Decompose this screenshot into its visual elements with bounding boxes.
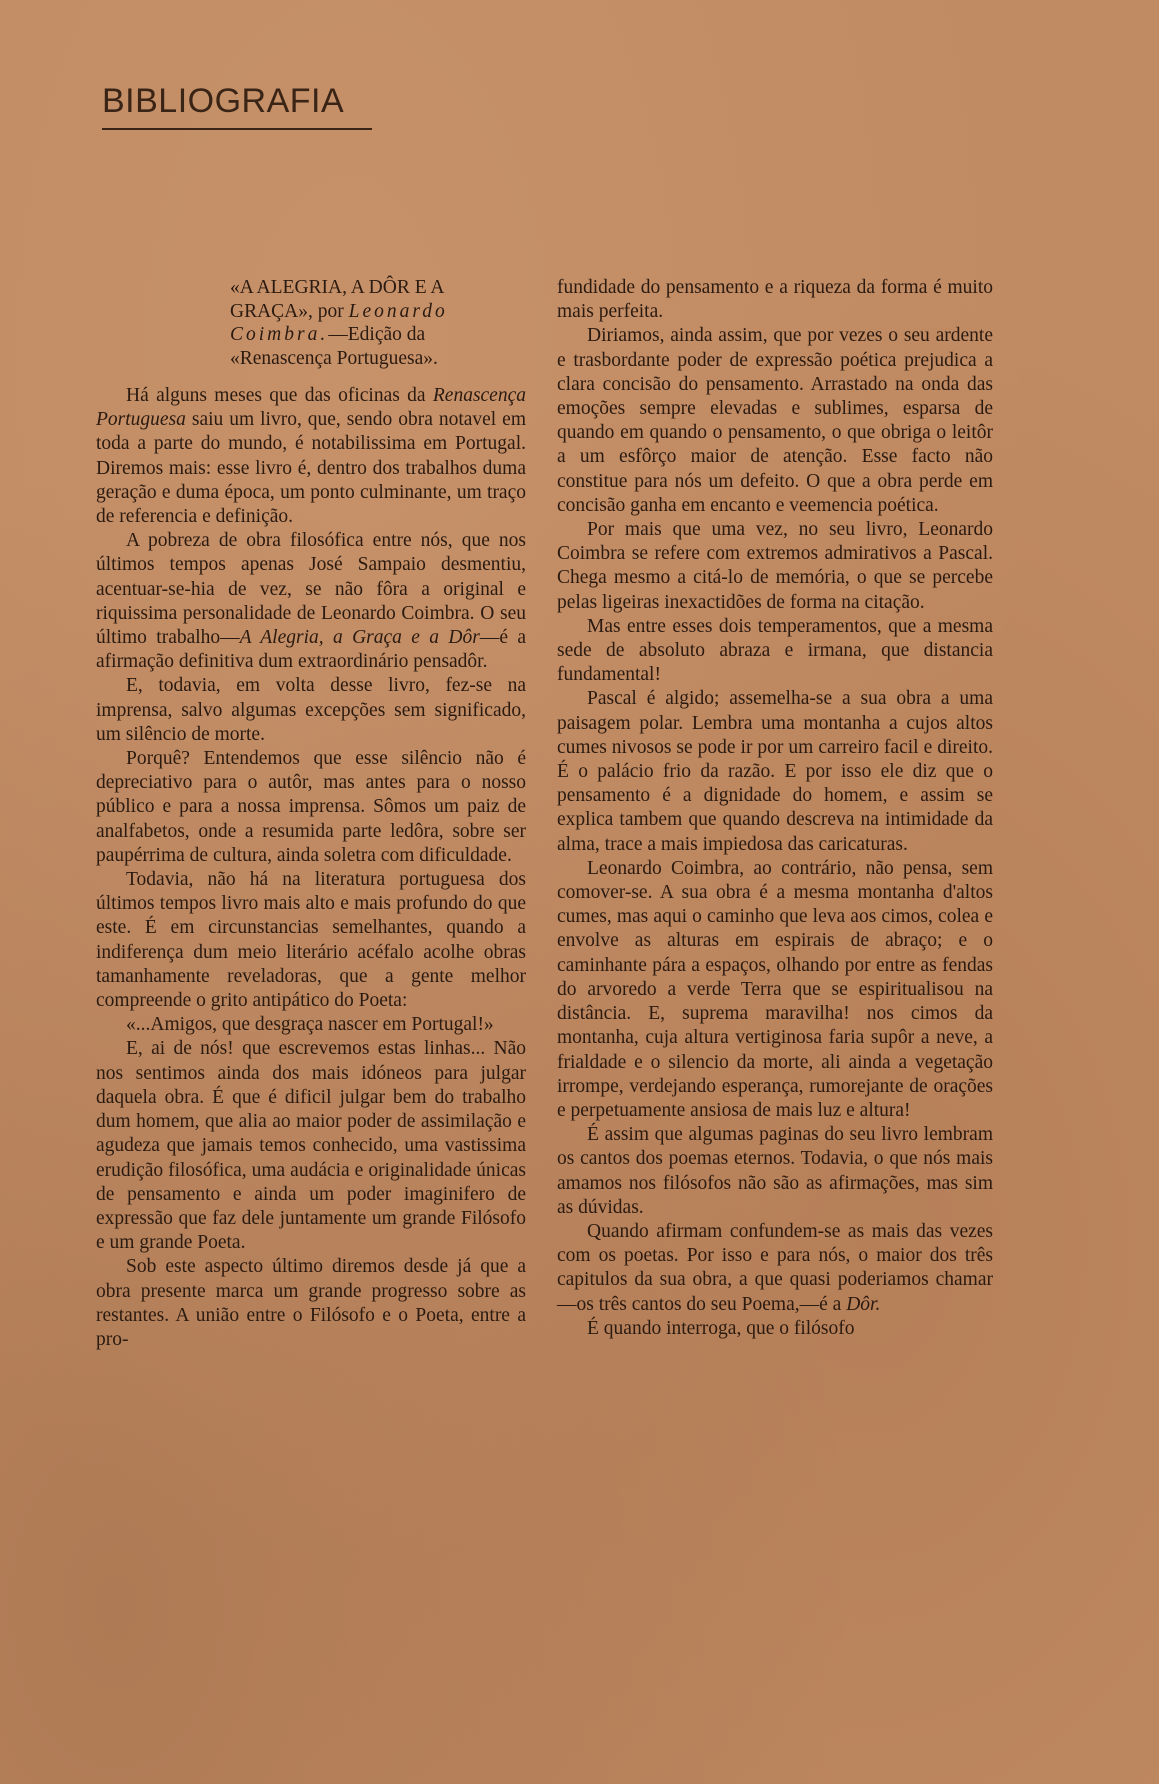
left-body-text xyxy=(96,384,526,1352)
text-run: saiu um livro, que, sendo obra notavel em toda a parte do mundo, é notabilissima em Portugal. Diremos mais: esse livro é, dentro dos trabalhos duma geração e duma época, um ponto culminante, um traço de referencia e definição. xyxy=(96,409,526,528)
paragraph xyxy=(96,674,526,747)
text-run: Sob este aspecto último diremos desde já que a obra presente marca um grande progresso sobre as restantes. A união entre o Filósofo e o Poeta, entre a pro- xyxy=(96,1256,526,1350)
right-column xyxy=(557,276,993,1341)
paragraph xyxy=(557,1220,993,1317)
text-run: Todavia, não há na literatura portuguesa dos últimos tempos livro mais alto e mais profundo do que este. É em circunstancias semelhantes, quando a indiferença dum meio literário acéfalo acolhe obras tamanhamente reveladoras, que a gente melhor compreende o grito antipático do Poeta: xyxy=(96,869,526,1012)
review-heading xyxy=(230,276,530,370)
paragraph xyxy=(96,384,526,529)
text-run: —é a afirmação definitiva dum extraordinário pensadôr. xyxy=(96,627,526,673)
paragraph xyxy=(96,747,526,868)
text-run: Mas entre esses dois temperamentos, que a mesma sede de absoluto abraza e irmana, que distancia fundamental! xyxy=(557,615,993,686)
section-title: BIBLIOGRAFIA xyxy=(102,82,345,120)
left-column xyxy=(96,276,526,1352)
text-run: Pascal é algido; assemelha-se a sua obra a uma paisagem polar. Lembra uma montanha a cujos altos cumes nivosos se pode ir por um carreiro facil e direito. É o palácio frio da razão. E por isso ele diz que o pensamento é a dignidade do homem, e assim se explica tambem que quando descreva na intimidade da alma, trace a mais impiedosa das caricaturas. xyxy=(557,688,993,855)
paragraph xyxy=(557,1123,993,1220)
paragraph xyxy=(96,529,526,674)
text-run: E, todavia, em volta desse livro, fez-se na imprensa, salvo algumas excepções sem significado, um silêncio de morte. xyxy=(96,675,526,745)
publisher-note: —Edição da «Renascença Portuguesa». xyxy=(230,324,438,369)
paragraph xyxy=(96,1013,526,1037)
paragraph xyxy=(557,324,993,518)
paragraph xyxy=(557,276,993,324)
paragraph xyxy=(96,868,526,1013)
text-run: Por mais que uma vez, no seu livro, Leonardo Coimbra se refere com extremos admirativos a Pascal. Chega mesmo a citá-lo de memória, o que se percebe pelas ligeiras inexactidões de forma na citação. xyxy=(557,519,993,613)
text-run: Leonardo Coimbra, ao contrário, não pensa, sem comover-se. A sua obra é a mesma montanha d'altos cumes, mas aqui o caminho que leva aos cimos, colea e envolve as alturas em espirais de abraço; e o caminhante pára a espaços, olhando por entre as fendas do arvoredo a verde Terra que se espiritualisou na distância. E, suprema maravilha! nos cimos da montanha, cuja altura vertiginosa faria supôr a neve, a frialdade e o silencio da morte, ali ainda a vegetação irrompe, verdejando esperança, rumorejante de orações e perpetuamente ansiosa de mais luz e altura! xyxy=(557,857,993,1121)
text-run: É assim que algumas paginas do seu livro lembram os cantos dos poemas eternos. Todavia, o que nós mais amamos nos filósofos não são as afirmações, mas sim as dúvidas. xyxy=(557,1124,993,1218)
text-run: A pobreza de obra filosófica entre nós, que nos últimos tempos apenas José Sampaio desmentiu, acentuar-se-hia de vez, se não fôra a original e riquissima personalidade de Leonardo Coimbra. O seu último trabalho— xyxy=(96,530,526,649)
text-run: É quando interroga, que o filósofo xyxy=(587,1317,855,1339)
paragraph xyxy=(557,518,993,615)
text-run: Quando afirmam confundem-se as mais das vezes com os poetas. Por isso e para nós, o maior dos três capitulos da sua obra, a que quasi poderiamos chamar—os três cantos do seu Poema,—é a xyxy=(557,1220,993,1315)
text-run: Porquê? Entendemos que esse silêncio não é depreciativo para o autôr, mas antes para o nosso público e para a nossa imprensa. Sômos um paiz de analfabetos, onde a resumida parte ledôra, sobre ser paupérrima de cultura, ainda soletra com dificuldade. xyxy=(96,748,526,866)
paragraph xyxy=(96,1037,526,1255)
paragraph xyxy=(557,687,993,856)
paragraph xyxy=(96,1255,526,1352)
title-underline xyxy=(102,128,372,130)
text-run: Há alguns meses que das oficinas da xyxy=(126,385,433,406)
author-name: Leonardo Coimbra. xyxy=(230,300,448,345)
italic-text: A Alegria, a Graça e a Dôr xyxy=(239,627,480,649)
paragraph xyxy=(557,615,993,688)
text-run: Diriamos, ainda assim, que por vezes o seu ardente e trasbordante poder de expressão poética prejudica a clara concisão do pensamento. Arrastado na onda das emoções sempre elevadas e sublimes, esparsa de quando em quando o pensamento, o que obriga o leitôr a um esfôrço maior de atenção. Esse facto não constitue para nós um defeito. O que a obra perde em concisão ganha em encanto e veemencia poética. xyxy=(557,325,993,516)
right-body-text xyxy=(557,276,993,1341)
paragraph xyxy=(557,857,993,1123)
italic-text: Renascença Portuguesa xyxy=(96,385,526,431)
text-run: fundidade do pensamento e a riqueza da forma é muito mais perfeita. xyxy=(557,277,993,323)
paragraph xyxy=(557,1317,993,1341)
text-run: E, ai de nós! que escrevemos estas linhas... Não nos sentimos ainda dos mais idóneos para julgar daquela obra. É que é dificil julgar bem do trabalho dum homem, que alia ao maior poder de assimilação e agudeza que jamais temos conhecido, uma vastissima erudição filosófica, uma audácia e originalidade únicas de pensamento e ainda um poder imaginifero de expressão que faz dele juntamente um grande Filósofo e um grande Poeta. xyxy=(96,1038,526,1254)
book-title: «A ALEGRIA, A DÔR E A GRAÇA», por xyxy=(230,277,444,322)
text-run: «...Amigos, que desgraça nascer em Portugal!» xyxy=(126,1014,494,1036)
italic-text: Dôr. xyxy=(846,1293,881,1315)
